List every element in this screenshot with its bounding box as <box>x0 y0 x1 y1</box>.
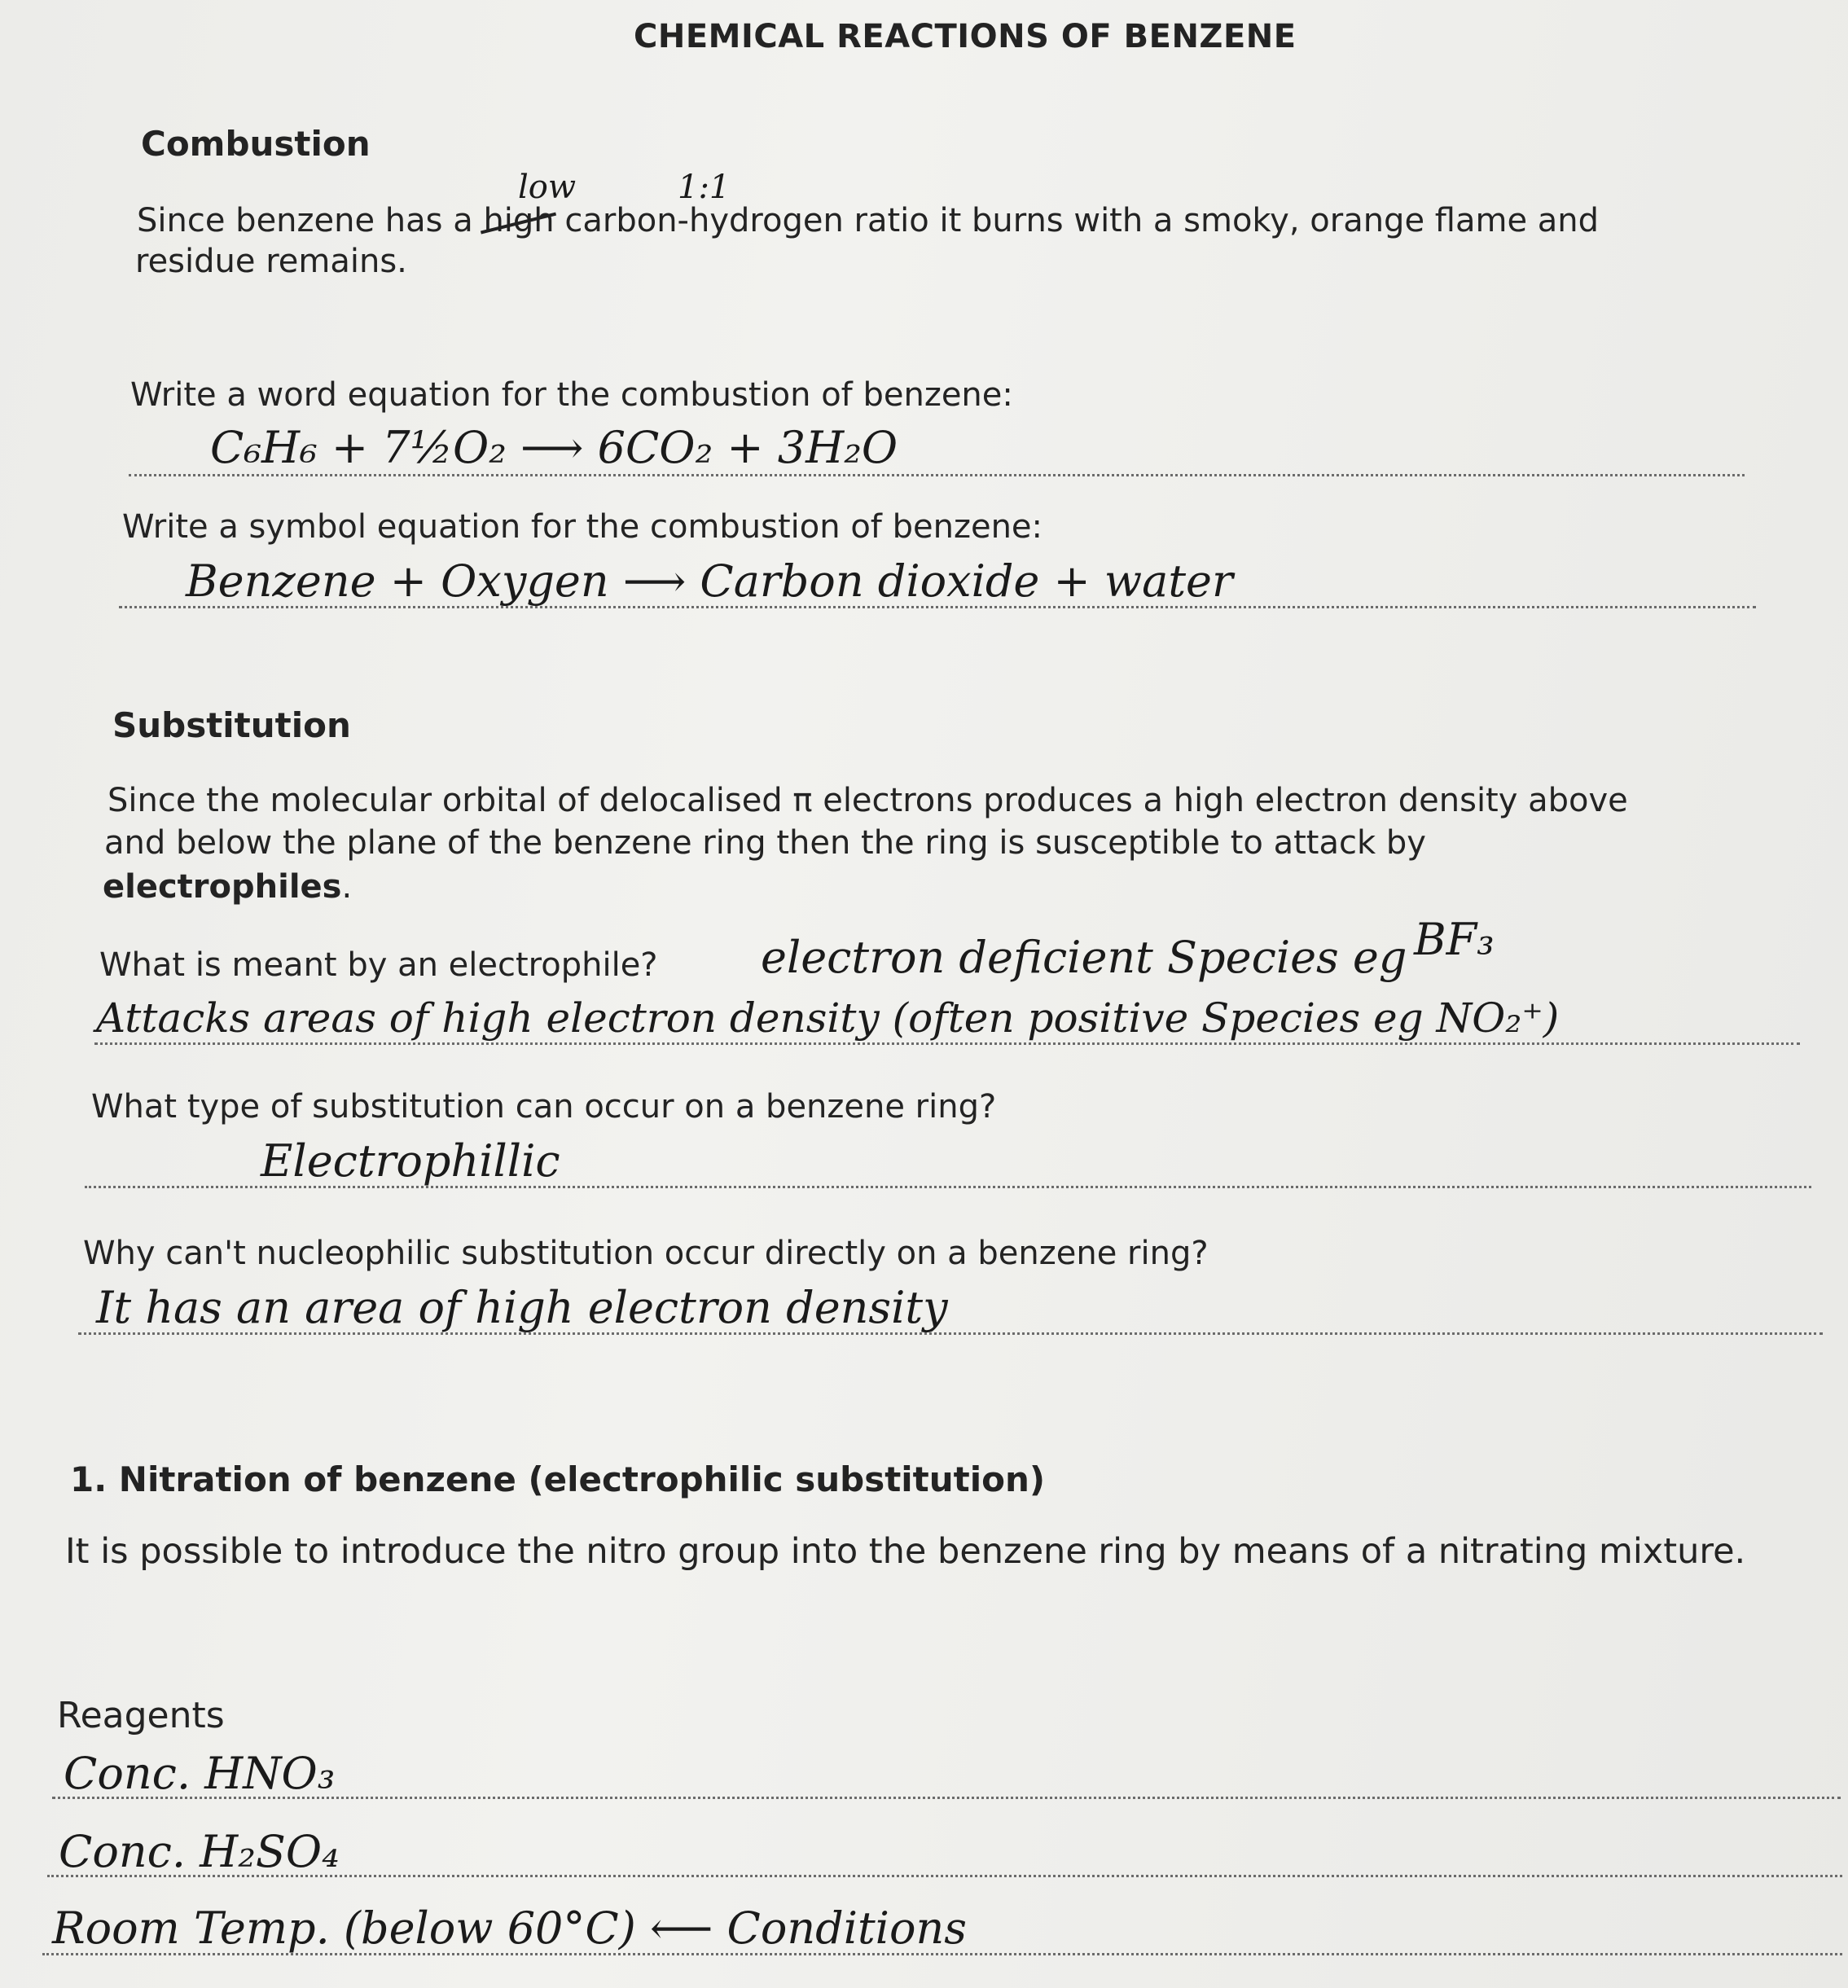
page-title: CHEMICAL REACTIONS OF BENZENE <box>634 18 1297 55</box>
reagent-3-conditions: Room Temp. (below 60°C) ⟵ Conditions <box>52 1902 967 1954</box>
answer-line-word <box>129 474 1745 476</box>
annotation-ratio: 1:1 <box>678 169 731 206</box>
combustion-heading: Combustion <box>141 124 371 164</box>
answer-substitution-type: Electrophillic <box>261 1135 560 1187</box>
question-nucleophilic: Why can't nucleophilic substitution occur directly on a benzene ring? <box>83 1235 1209 1272</box>
reagent-line-3 <box>42 1953 1842 1955</box>
reagent-2: Conc. H₂SO₄ <box>59 1826 340 1877</box>
answer-word-equation: C₆H₆ + 7½O₂ ⟶ 6CO₂ + 3H₂O <box>210 422 898 473</box>
answer-line-substitution-type <box>85 1186 1811 1188</box>
annotation-low: low <box>518 169 577 206</box>
substitution-heading: Substitution <box>112 705 351 745</box>
question-symbol-equation: Write a symbol equation for the combustion of benzene: <box>122 508 1043 546</box>
reagent-1: Conc. HNO₃ <box>64 1748 336 1799</box>
answer-line-nucleophilic <box>78 1332 1823 1335</box>
combustion-text-pre: Since benzene has a <box>137 202 473 239</box>
substitution-para-line3 <box>103 867 352 907</box>
answer-symbol-equation: Benzene + Oxygen ⟶ Carbon dioxide + water <box>186 555 1233 607</box>
question-electrophile: What is meant by an electrophile? <box>99 946 658 984</box>
answer-line-symbol <box>119 606 1756 608</box>
reagents-label: Reagents <box>57 1695 225 1736</box>
answer-electrophile-inline: electron deficient Species eg <box>761 932 1407 983</box>
para-period: . <box>341 868 353 906</box>
nitration-intro: It is possible to introduce the nitro group into the benzene ring by means of a nitrating mixture. <box>65 1531 1746 1572</box>
reagent-line-2 <box>47 1875 1842 1877</box>
nitration-heading: 1. Nitration of benzene (electrophilic substitution) <box>70 1459 1046 1499</box>
answer-nucleophilic: It has an area of high electron density <box>96 1282 948 1333</box>
answer-line-electrophile <box>94 1042 1800 1045</box>
keyword-electrophiles: electrophiles <box>103 868 342 906</box>
question-substitution-type: What type of substitution can occur on a benzene ring? <box>91 1088 997 1126</box>
struck-word-high: high <box>483 202 555 239</box>
substitution-para-line2: and below the plane of the benzene ring then the ring is susceptible to attack by <box>104 824 1426 862</box>
answer-electrophile-bf3: BF₃ <box>1414 914 1495 965</box>
combustion-text-line1 <box>137 200 1599 241</box>
substitution-para-line1: Since the molecular orbital of delocalised π electrons produces a high electron density above <box>108 782 1628 819</box>
answer-electrophile-line2: Attacks areas of high electron density (often positive Species eg NO₂⁺) <box>96 994 1560 1042</box>
reagent-line-1 <box>52 1797 1841 1799</box>
question-word-equation: Write a word equation for the combustion of benzene: <box>130 376 1013 414</box>
combustion-text-post: carbon-hydrogen ratio it burns with a smoky, orange flame and <box>564 202 1600 239</box>
combustion-text-line2: residue remains. <box>135 243 407 280</box>
